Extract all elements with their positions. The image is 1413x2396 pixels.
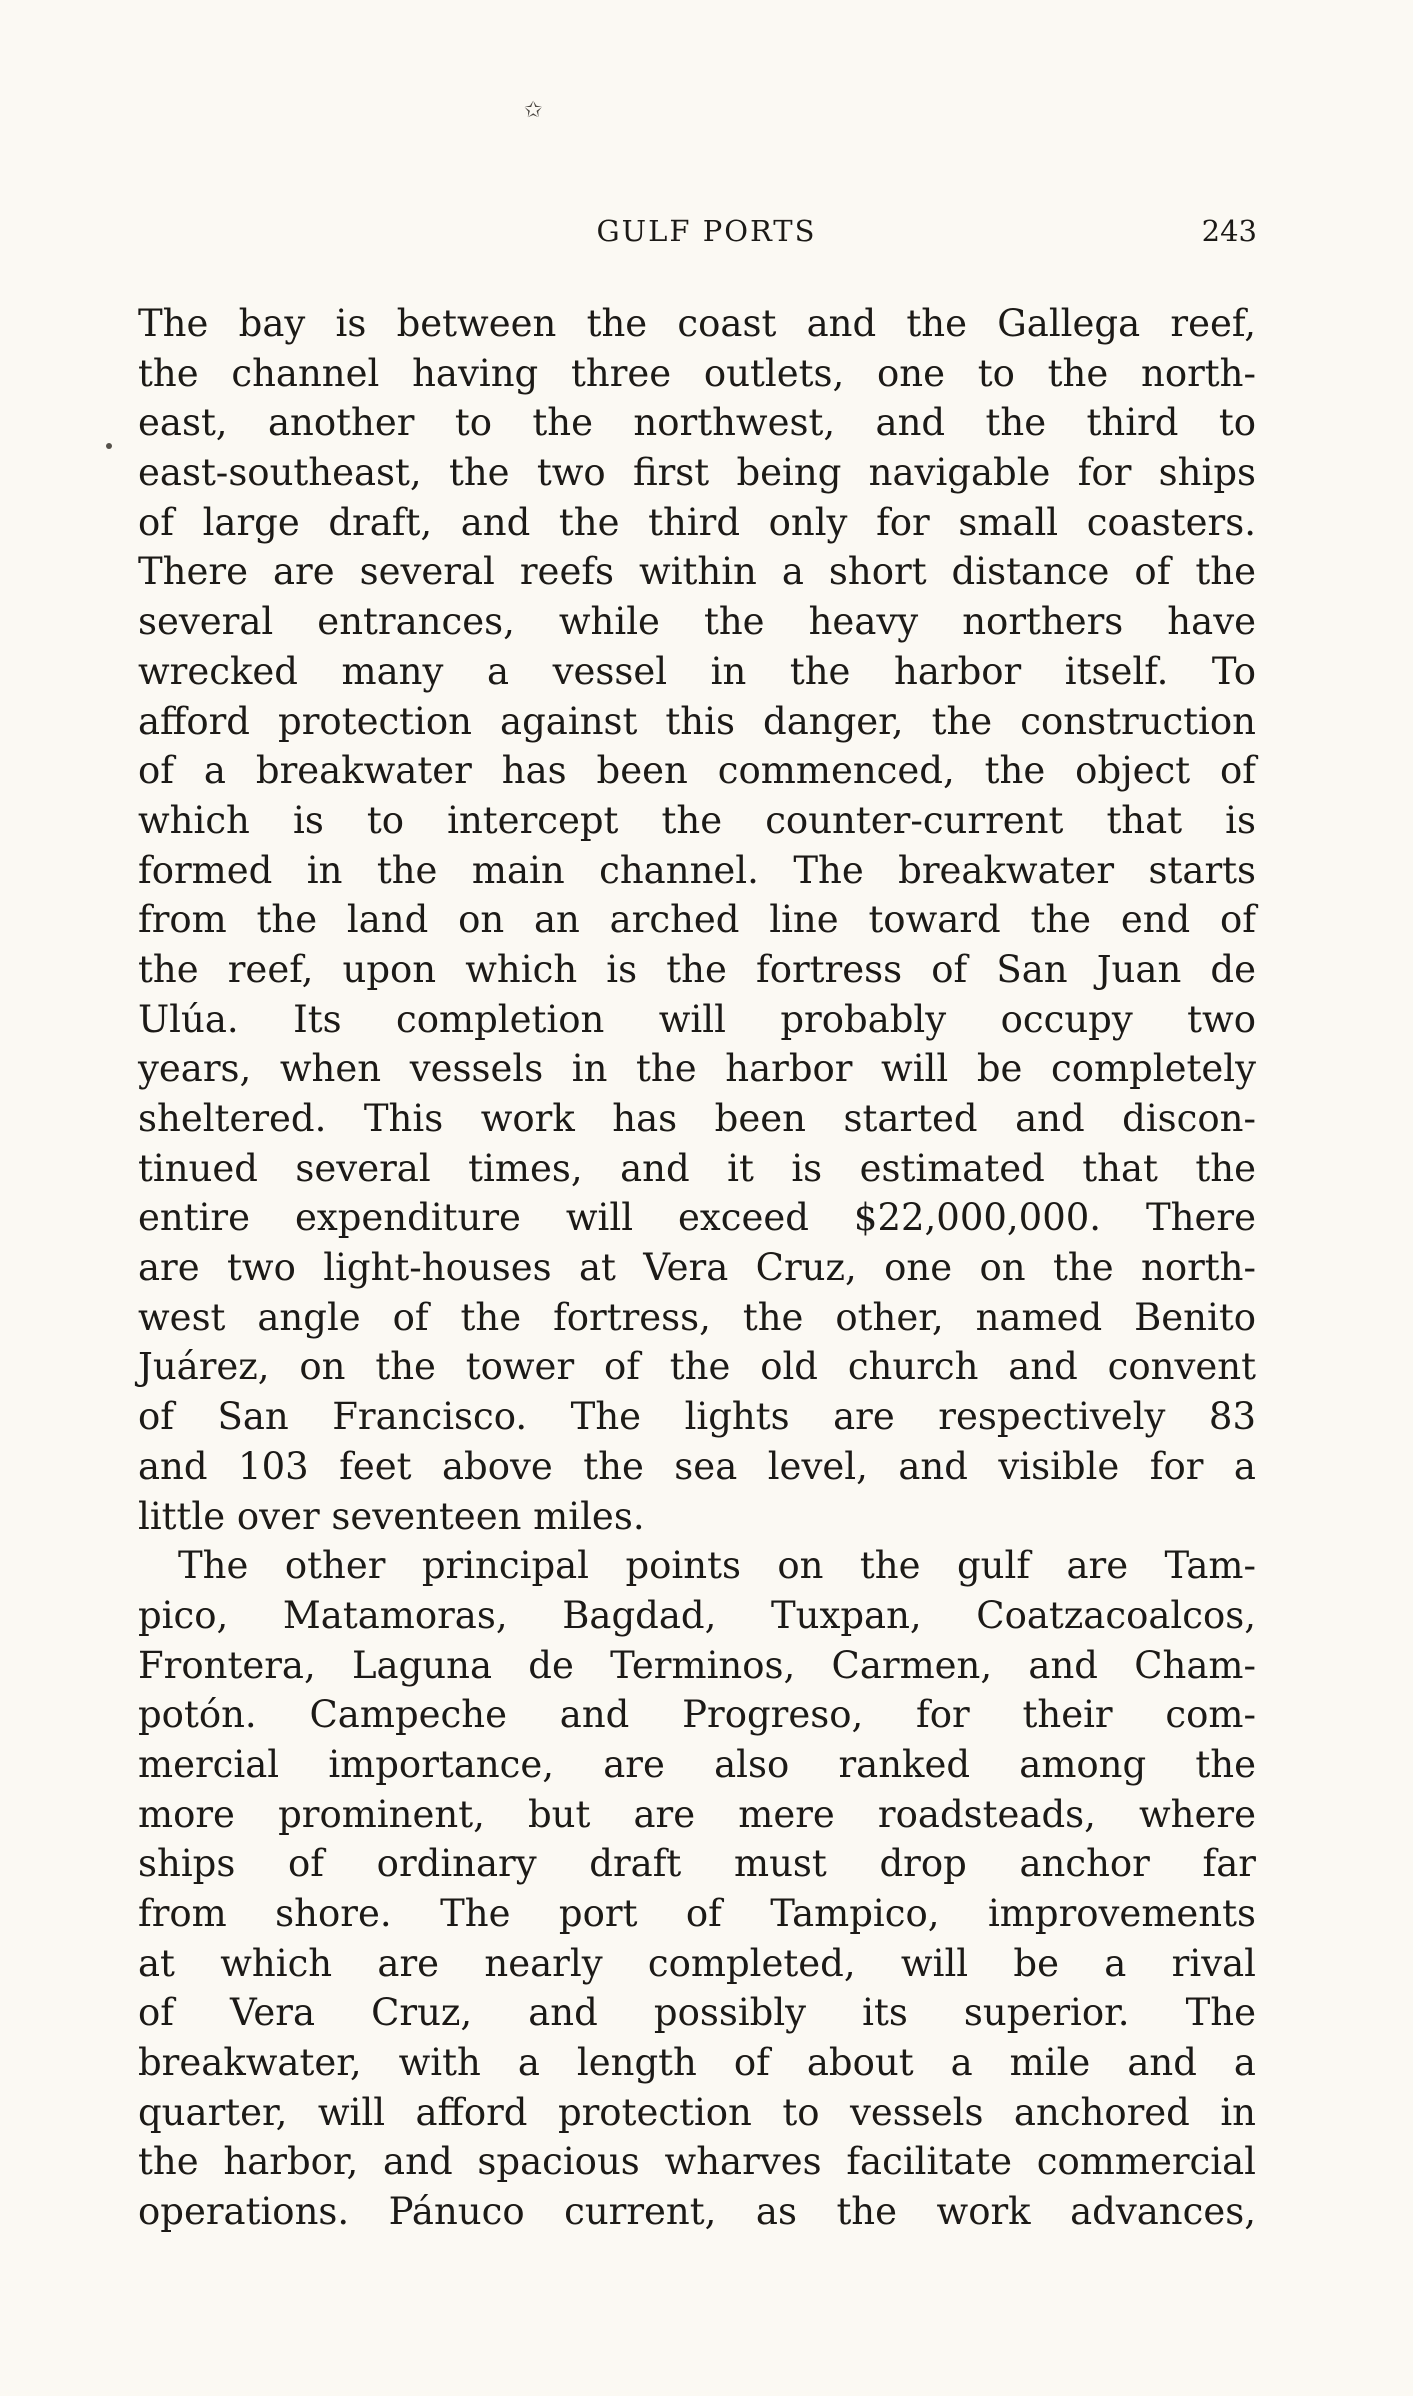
text-line: operations. Pánuco current, as the work advances, (138, 2190, 1256, 2234)
text-line: Frontera, Laguna de Terminos, Carmen, and Cham- (138, 1643, 1256, 1687)
text-line: mercial importance, are also ranked among the (138, 1742, 1256, 1786)
text-line: from shore. The port of Tampico, improvements (138, 1892, 1256, 1935)
text-line: are two light-houses at Vera Cruz, one on the north- (138, 1246, 1256, 1290)
text-line: east, another to the northwest, and the third to (138, 401, 1256, 445)
running-header (0, 214, 1413, 254)
text-line: ships of ordinary draft must drop anchor far (138, 1842, 1256, 1886)
text-line: There are several reefs within a short distance of the (138, 550, 1256, 594)
paragraph-1 (138, 299, 1256, 1541)
text-line: quarter, will afford protection to vessels anchored in (138, 2090, 1256, 2134)
page-number: 243 (1201, 214, 1257, 248)
text-line: tinued several times, and it is estimated that the (138, 1146, 1256, 1190)
text-line: breakwater, with a length of about a mile and a (138, 2041, 1256, 2085)
text-line: Juárez, on the tower of the old church and convent (138, 1345, 1256, 1389)
text-line: The bay is between the coast and the Gallega reef, (138, 302, 1256, 345)
text-line: sheltered. This work has been started and discon- (138, 1097, 1256, 1140)
text-line: the reef, upon which is the fortress of San Juan de (138, 947, 1256, 991)
text-line: the harbor, and spacious wharves facilitate commercial (138, 2140, 1256, 2184)
text-line: The other principal points on the gulf are Tam- (178, 1544, 1256, 1588)
text-line: several entrances, while the heavy northers have (138, 600, 1256, 644)
text-line: little over seventeen miles. (138, 1494, 645, 1538)
paragraph-2 (138, 1541, 1256, 2237)
text-line: afford protection against this danger, the construction (138, 699, 1256, 743)
margin-dot-icon (106, 443, 112, 449)
text-line: of large draft, and the third only for small coasters. (138, 500, 1256, 544)
text-line: entire expenditure will exceed $22,000,000. There (138, 1196, 1256, 1240)
text-line: which is to intercept the counter-current that is (138, 798, 1256, 842)
text-line: pico, Matamoras, Bagdad, Tuxpan, Coatzacoalcos, (138, 1593, 1256, 1637)
text-line: more prominent, but are mere roadsteads, where (138, 1792, 1256, 1836)
body-text (138, 299, 1256, 2237)
asterism-mark-icon: ✩ (524, 98, 543, 123)
text-line: west angle of the fortress, the other, named Benito (138, 1295, 1256, 1339)
text-line: east-southeast, the two first being navigable for ships (138, 451, 1256, 495)
text-line: of San Francisco. The lights are respectively 83 (138, 1395, 1256, 1439)
text-line: of a breakwater has been commenced, the object of (138, 749, 1256, 793)
text-line: from the land on an arched line toward the end of (138, 898, 1256, 942)
text-line: at which are nearly completed, will be a rival (138, 1941, 1256, 1985)
text-line: and 103 feet above the sea level, and visible for a (138, 1444, 1256, 1488)
text-line: potón. Campeche and Progreso, for their com- (138, 1693, 1256, 1737)
text-line: wrecked many a vessel in the harbor itself. To (138, 649, 1256, 693)
running-head-title: GULF PORTS (596, 214, 817, 248)
text-line: years, when vessels in the harbor will be completely (138, 1047, 1256, 1091)
text-line: formed in the main channel. The breakwater starts (138, 848, 1256, 892)
text-line: Ulúa. Its completion will probably occupy two (138, 997, 1256, 1041)
text-line: the channel having three outlets, one to the north- (138, 351, 1256, 395)
text-line: of Vera Cruz, and possibly its superior. The (138, 1991, 1256, 2035)
